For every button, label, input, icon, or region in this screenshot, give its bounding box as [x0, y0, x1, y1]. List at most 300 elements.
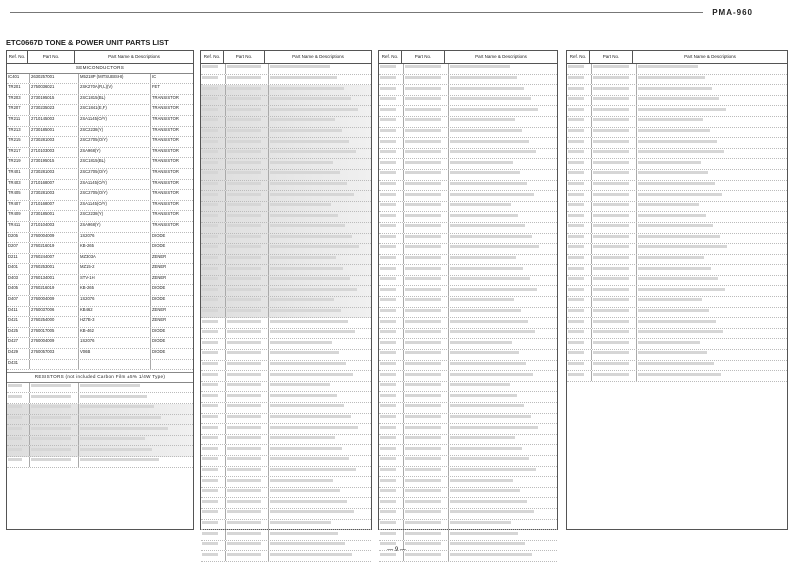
- cell: [567, 339, 592, 349]
- unreadable-text: [31, 395, 71, 398]
- cell: [404, 530, 449, 540]
- unreadable-text: [450, 150, 536, 153]
- cell: [201, 85, 226, 95]
- unreadable-text: [405, 489, 441, 492]
- cell-desc: KB462: [79, 307, 151, 317]
- cell: [226, 456, 269, 466]
- table-row: [379, 85, 557, 96]
- unreadable-text: [227, 426, 261, 429]
- table-row: [7, 328, 193, 339]
- cell: [567, 85, 592, 95]
- cell: [379, 286, 404, 296]
- unreadable-text: [380, 65, 396, 68]
- unreadable-text: [270, 118, 335, 121]
- cell: [404, 117, 449, 127]
- unreadable-text: [227, 447, 261, 450]
- cell: [592, 159, 637, 169]
- cell: [379, 520, 404, 530]
- cell: [269, 234, 371, 244]
- cell: [404, 382, 449, 392]
- cell: [201, 170, 226, 180]
- unreadable-text: [638, 288, 725, 291]
- cell: [269, 170, 371, 180]
- cell-ref: TR403: [7, 180, 30, 190]
- unreadable-text: [380, 383, 396, 386]
- unreadable-text: [405, 404, 441, 407]
- cell: [449, 96, 557, 106]
- unreadable-text: [270, 373, 353, 376]
- unreadable-text: [380, 500, 396, 503]
- table-row: [567, 329, 787, 340]
- cell-part: 2760244007: [30, 254, 79, 264]
- table-row: [201, 170, 371, 181]
- cell: [226, 149, 269, 159]
- unreadable-text: [202, 404, 218, 407]
- cell: [226, 308, 269, 318]
- table-row: [379, 392, 557, 403]
- table-row: [201, 255, 371, 266]
- cell: [404, 414, 449, 424]
- cell: [269, 488, 371, 498]
- unreadable-text: [450, 489, 520, 492]
- unreadable-text: [593, 214, 629, 217]
- cell: [269, 286, 371, 296]
- parts-column-2: [200, 50, 372, 530]
- unreadable-text: [227, 235, 261, 238]
- unreadable-text: [405, 193, 441, 196]
- header-desc: Part Name & Descriptions: [684, 53, 736, 59]
- unreadable-text: [202, 129, 218, 132]
- unreadable-text: [270, 235, 352, 238]
- cell: [404, 106, 449, 116]
- unreadable-text: [202, 214, 218, 217]
- cell-part: 2710168007: [30, 201, 79, 211]
- cell: [592, 286, 637, 296]
- cell: [379, 530, 404, 540]
- cell: [226, 75, 269, 85]
- unreadable-text: [638, 171, 708, 174]
- cell: [379, 191, 404, 201]
- cell: [449, 244, 557, 254]
- table-row: [7, 137, 193, 148]
- unreadable-text: [202, 298, 218, 301]
- unreadable-text: [227, 404, 261, 407]
- cell: [201, 138, 226, 148]
- cell: [449, 75, 557, 85]
- unreadable-text: [227, 171, 261, 174]
- table-row: [379, 297, 557, 308]
- unreadable-text: [202, 224, 218, 227]
- table-row: [379, 234, 557, 245]
- cell: [269, 424, 371, 434]
- unreadable-text: [202, 426, 218, 429]
- unreadable-text: [405, 351, 441, 354]
- cell-desc: HZ7B-3: [79, 317, 151, 327]
- unreadable-text: [270, 351, 339, 354]
- cell: [449, 149, 557, 159]
- table-row: [7, 158, 193, 169]
- table-row: [201, 149, 371, 160]
- cell: [404, 244, 449, 254]
- unreadable-text: [405, 510, 441, 513]
- unreadable-text: [380, 394, 396, 397]
- cell-desc: M5218P (MITSUBISHI): [79, 74, 151, 84]
- unreadable-text: [405, 500, 441, 503]
- unreadable-text: [450, 87, 524, 90]
- unreadable-text: [80, 405, 154, 408]
- cell: [404, 286, 449, 296]
- cell: [592, 318, 637, 328]
- table-row: [567, 96, 787, 107]
- unreadable-text: [593, 150, 629, 153]
- cell-part: 2760037006: [30, 307, 79, 317]
- cell: [449, 530, 557, 540]
- table-row: [567, 75, 787, 86]
- cell: [201, 212, 226, 222]
- unreadable-text: [638, 150, 724, 153]
- unreadable-text: [270, 510, 354, 513]
- cell: [567, 106, 592, 116]
- unreadable-text: [638, 214, 706, 217]
- unreadable-text: [593, 351, 629, 354]
- table-row: [7, 105, 193, 116]
- unreadable-text: [202, 351, 218, 354]
- unreadable-text: [380, 479, 396, 482]
- cell: [226, 244, 269, 254]
- cell: [567, 212, 592, 222]
- cell: [567, 96, 592, 106]
- cell: [567, 244, 592, 254]
- table-row: [201, 498, 371, 509]
- cell: [7, 393, 30, 403]
- unreadable-text: [380, 118, 396, 121]
- table-row: [7, 95, 193, 106]
- cell-ref: D403: [7, 275, 30, 285]
- unreadable-text: [450, 224, 525, 227]
- header-ref: Ref. No.: [567, 51, 590, 63]
- cell-ref: TR411: [7, 222, 30, 232]
- unreadable-text: [227, 256, 261, 259]
- unreadable-text: [270, 320, 348, 323]
- unreadable-text: [202, 447, 218, 450]
- cell-part: 2730281003: [30, 137, 79, 147]
- cell: [201, 382, 226, 392]
- cell: [269, 64, 371, 74]
- unreadable-text: [227, 87, 261, 90]
- unreadable-text: [568, 224, 584, 227]
- unreadable-text: [638, 320, 716, 323]
- cell: [201, 255, 226, 265]
- cell: [404, 202, 449, 212]
- cell: [201, 520, 226, 530]
- unreadable-text: [568, 309, 584, 312]
- cell: [7, 425, 30, 435]
- unreadable-text: [227, 341, 261, 344]
- cell: [201, 467, 226, 477]
- cell: [379, 509, 404, 519]
- unreadable-text: [593, 320, 629, 323]
- table-row: [567, 297, 787, 308]
- table-row: [7, 307, 193, 318]
- cell: [201, 424, 226, 434]
- cell-type: ZENER: [152, 317, 167, 323]
- cell: [404, 191, 449, 201]
- unreadable-text: [593, 362, 629, 365]
- cell: [226, 297, 269, 307]
- cell: [567, 117, 592, 127]
- table-row: [201, 530, 371, 541]
- table-row: [201, 520, 371, 531]
- unreadable-text: [202, 277, 218, 280]
- table-row: [379, 202, 557, 213]
- cell-type: TRANSISTOR: [152, 179, 179, 185]
- unreadable-text: [405, 415, 441, 418]
- unreadable-text: [380, 404, 396, 407]
- cell: [404, 212, 449, 222]
- unreadable-text: [405, 394, 441, 397]
- table-row: [567, 159, 787, 170]
- cell-part: 2730235023: [30, 105, 79, 115]
- cell: [269, 117, 371, 127]
- cell: [226, 329, 269, 339]
- cell: [592, 212, 637, 222]
- cell-ref: TR211: [7, 116, 30, 126]
- cell-part: 2760216019: [30, 285, 79, 295]
- unreadable-text: [380, 489, 396, 492]
- table-row: [567, 339, 787, 350]
- cell: [269, 371, 371, 381]
- cell: [404, 488, 449, 498]
- table-row: [379, 276, 557, 287]
- cell: [592, 350, 637, 360]
- unreadable-text: [450, 235, 532, 238]
- cell: [592, 191, 637, 201]
- cell: [201, 318, 226, 328]
- unreadable-text: [405, 267, 441, 270]
- cell-part: 2730281003: [30, 190, 79, 200]
- unreadable-text: [405, 383, 441, 386]
- table-row: [7, 285, 193, 296]
- cell: [379, 297, 404, 307]
- cell: [379, 350, 404, 360]
- table-row: [201, 424, 371, 435]
- table-row: [7, 254, 193, 265]
- unreadable-text: [450, 118, 515, 121]
- cell: [201, 128, 226, 138]
- cell: [637, 329, 787, 339]
- unreadable-text: [638, 256, 704, 259]
- cell: [226, 435, 269, 445]
- unreadable-text: [405, 309, 441, 312]
- unreadable-text: [568, 362, 584, 365]
- cell: [637, 75, 787, 85]
- unreadable-text: [80, 395, 147, 398]
- unreadable-text: [638, 161, 701, 164]
- cell: [404, 361, 449, 371]
- unreadable-text: [227, 245, 261, 248]
- cell: [226, 361, 269, 371]
- cell: [449, 128, 557, 138]
- cell: [226, 223, 269, 233]
- cell: [226, 255, 269, 265]
- unreadable-text: [450, 309, 521, 312]
- unreadable-text: [593, 309, 629, 312]
- unreadable-text: [31, 416, 71, 419]
- cell: [592, 149, 637, 159]
- cell: [226, 265, 269, 275]
- unreadable-text: [202, 479, 218, 482]
- cell: [201, 234, 226, 244]
- cell: [379, 392, 404, 402]
- unreadable-text: [450, 171, 520, 174]
- cell: [269, 392, 371, 402]
- cell: [379, 265, 404, 275]
- cell: [404, 329, 449, 339]
- cell: [226, 191, 269, 201]
- cell: [449, 265, 557, 275]
- unreadable-text: [450, 288, 537, 291]
- cell: [7, 446, 30, 456]
- unreadable-text: [638, 118, 703, 121]
- cell: [637, 339, 787, 349]
- cell-part: 2730185001: [30, 211, 79, 221]
- cell-type: TRANSISTOR: [152, 126, 179, 132]
- parts-column-3: [378, 50, 558, 530]
- table-row: [379, 382, 557, 393]
- cell: [404, 170, 449, 180]
- header-desc: Part Name & Descriptions: [108, 53, 160, 59]
- cell-desc: 2SA1145(O/Y): [79, 116, 151, 126]
- cell: [404, 456, 449, 466]
- unreadable-text: [593, 224, 629, 227]
- unreadable-text: [202, 171, 218, 174]
- cell-ref: IC401: [7, 74, 30, 84]
- table-row: [567, 234, 787, 245]
- unreadable-text: [638, 309, 709, 312]
- unreadable-text: [405, 479, 441, 482]
- cell-desc: 2SC1815(BL): [79, 95, 151, 105]
- unreadable-text: [638, 76, 705, 79]
- unreadable-text: [227, 150, 261, 153]
- unreadable-text: [380, 256, 396, 259]
- cell-ref: D431: [7, 360, 30, 370]
- unreadable-text: [593, 76, 629, 79]
- table-row: [379, 265, 557, 276]
- unreadable-text: [227, 97, 261, 100]
- unreadable-text: [380, 203, 396, 206]
- cell: [404, 339, 449, 349]
- cell: [201, 361, 226, 371]
- cell: [269, 382, 371, 392]
- cell: [379, 138, 404, 148]
- unreadable-text: [450, 65, 510, 68]
- unreadable-text: [270, 457, 349, 460]
- unreadable-text: [450, 532, 518, 535]
- table-row: [201, 477, 371, 488]
- cell-part: 2760017005: [30, 328, 79, 338]
- cell-ref: TR405: [7, 190, 30, 200]
- table-row: [379, 371, 557, 382]
- unreadable-text: [202, 362, 218, 365]
- cell: [404, 297, 449, 307]
- unreadable-text: [270, 309, 341, 312]
- unreadable-text: [380, 267, 396, 270]
- cell: [269, 456, 371, 466]
- table-row: [379, 488, 557, 499]
- unreadable-text: [202, 457, 218, 460]
- table-row: [201, 509, 371, 520]
- cell: [637, 117, 787, 127]
- cell: [201, 159, 226, 169]
- unreadable-text: [405, 320, 441, 323]
- unreadable-text: [270, 288, 357, 291]
- cell-type: TRANSISTOR: [152, 190, 179, 196]
- table-row: [567, 191, 787, 202]
- unreadable-text: [270, 267, 343, 270]
- cell: [592, 361, 637, 371]
- cell: [592, 64, 637, 74]
- unreadable-text: [405, 214, 441, 217]
- table-row: [201, 244, 371, 255]
- unreadable-text: [638, 182, 715, 185]
- table-row: [379, 435, 557, 446]
- cell: [637, 170, 787, 180]
- unreadable-text: [380, 129, 396, 132]
- cell: [226, 467, 269, 477]
- table-row: [201, 329, 371, 340]
- cell: [379, 181, 404, 191]
- cell-part: 2710104003: [30, 222, 79, 232]
- cell: [201, 414, 226, 424]
- cell: [592, 96, 637, 106]
- unreadable-text: [31, 448, 71, 451]
- unreadable-text: [450, 510, 534, 513]
- cell-desc: 1S2076: [79, 296, 151, 306]
- cell-desc: 2SC2238(Y): [79, 211, 151, 221]
- unreadable-text: [380, 76, 396, 79]
- table-row: [379, 117, 557, 128]
- table-row: [201, 75, 371, 86]
- cell: [379, 329, 404, 339]
- table-row: [379, 403, 557, 414]
- cell-desc: 2SC1841(E,F): [79, 105, 151, 115]
- cell: [449, 170, 557, 180]
- unreadable-text: [638, 65, 698, 68]
- unreadable-text: [450, 277, 530, 280]
- unreadable-text: [380, 362, 396, 365]
- cell: [269, 435, 371, 445]
- cell: [379, 202, 404, 212]
- cell: [379, 234, 404, 244]
- cell: [637, 297, 787, 307]
- table-row: [201, 371, 371, 382]
- cell-desc: 2SA1145(O/Y): [79, 201, 151, 211]
- cell: [379, 424, 404, 434]
- table-row: [201, 308, 371, 319]
- unreadable-text: [450, 351, 519, 354]
- cell: [379, 159, 404, 169]
- cell: [201, 286, 226, 296]
- unreadable-text: [202, 542, 218, 545]
- unreadable-text: [202, 436, 218, 439]
- unreadable-text: [405, 171, 441, 174]
- cell-ref: D405: [7, 285, 30, 295]
- cell: [226, 117, 269, 127]
- table-row: [201, 106, 371, 117]
- table-row: [567, 255, 787, 266]
- cell: [449, 138, 557, 148]
- cell: [592, 244, 637, 254]
